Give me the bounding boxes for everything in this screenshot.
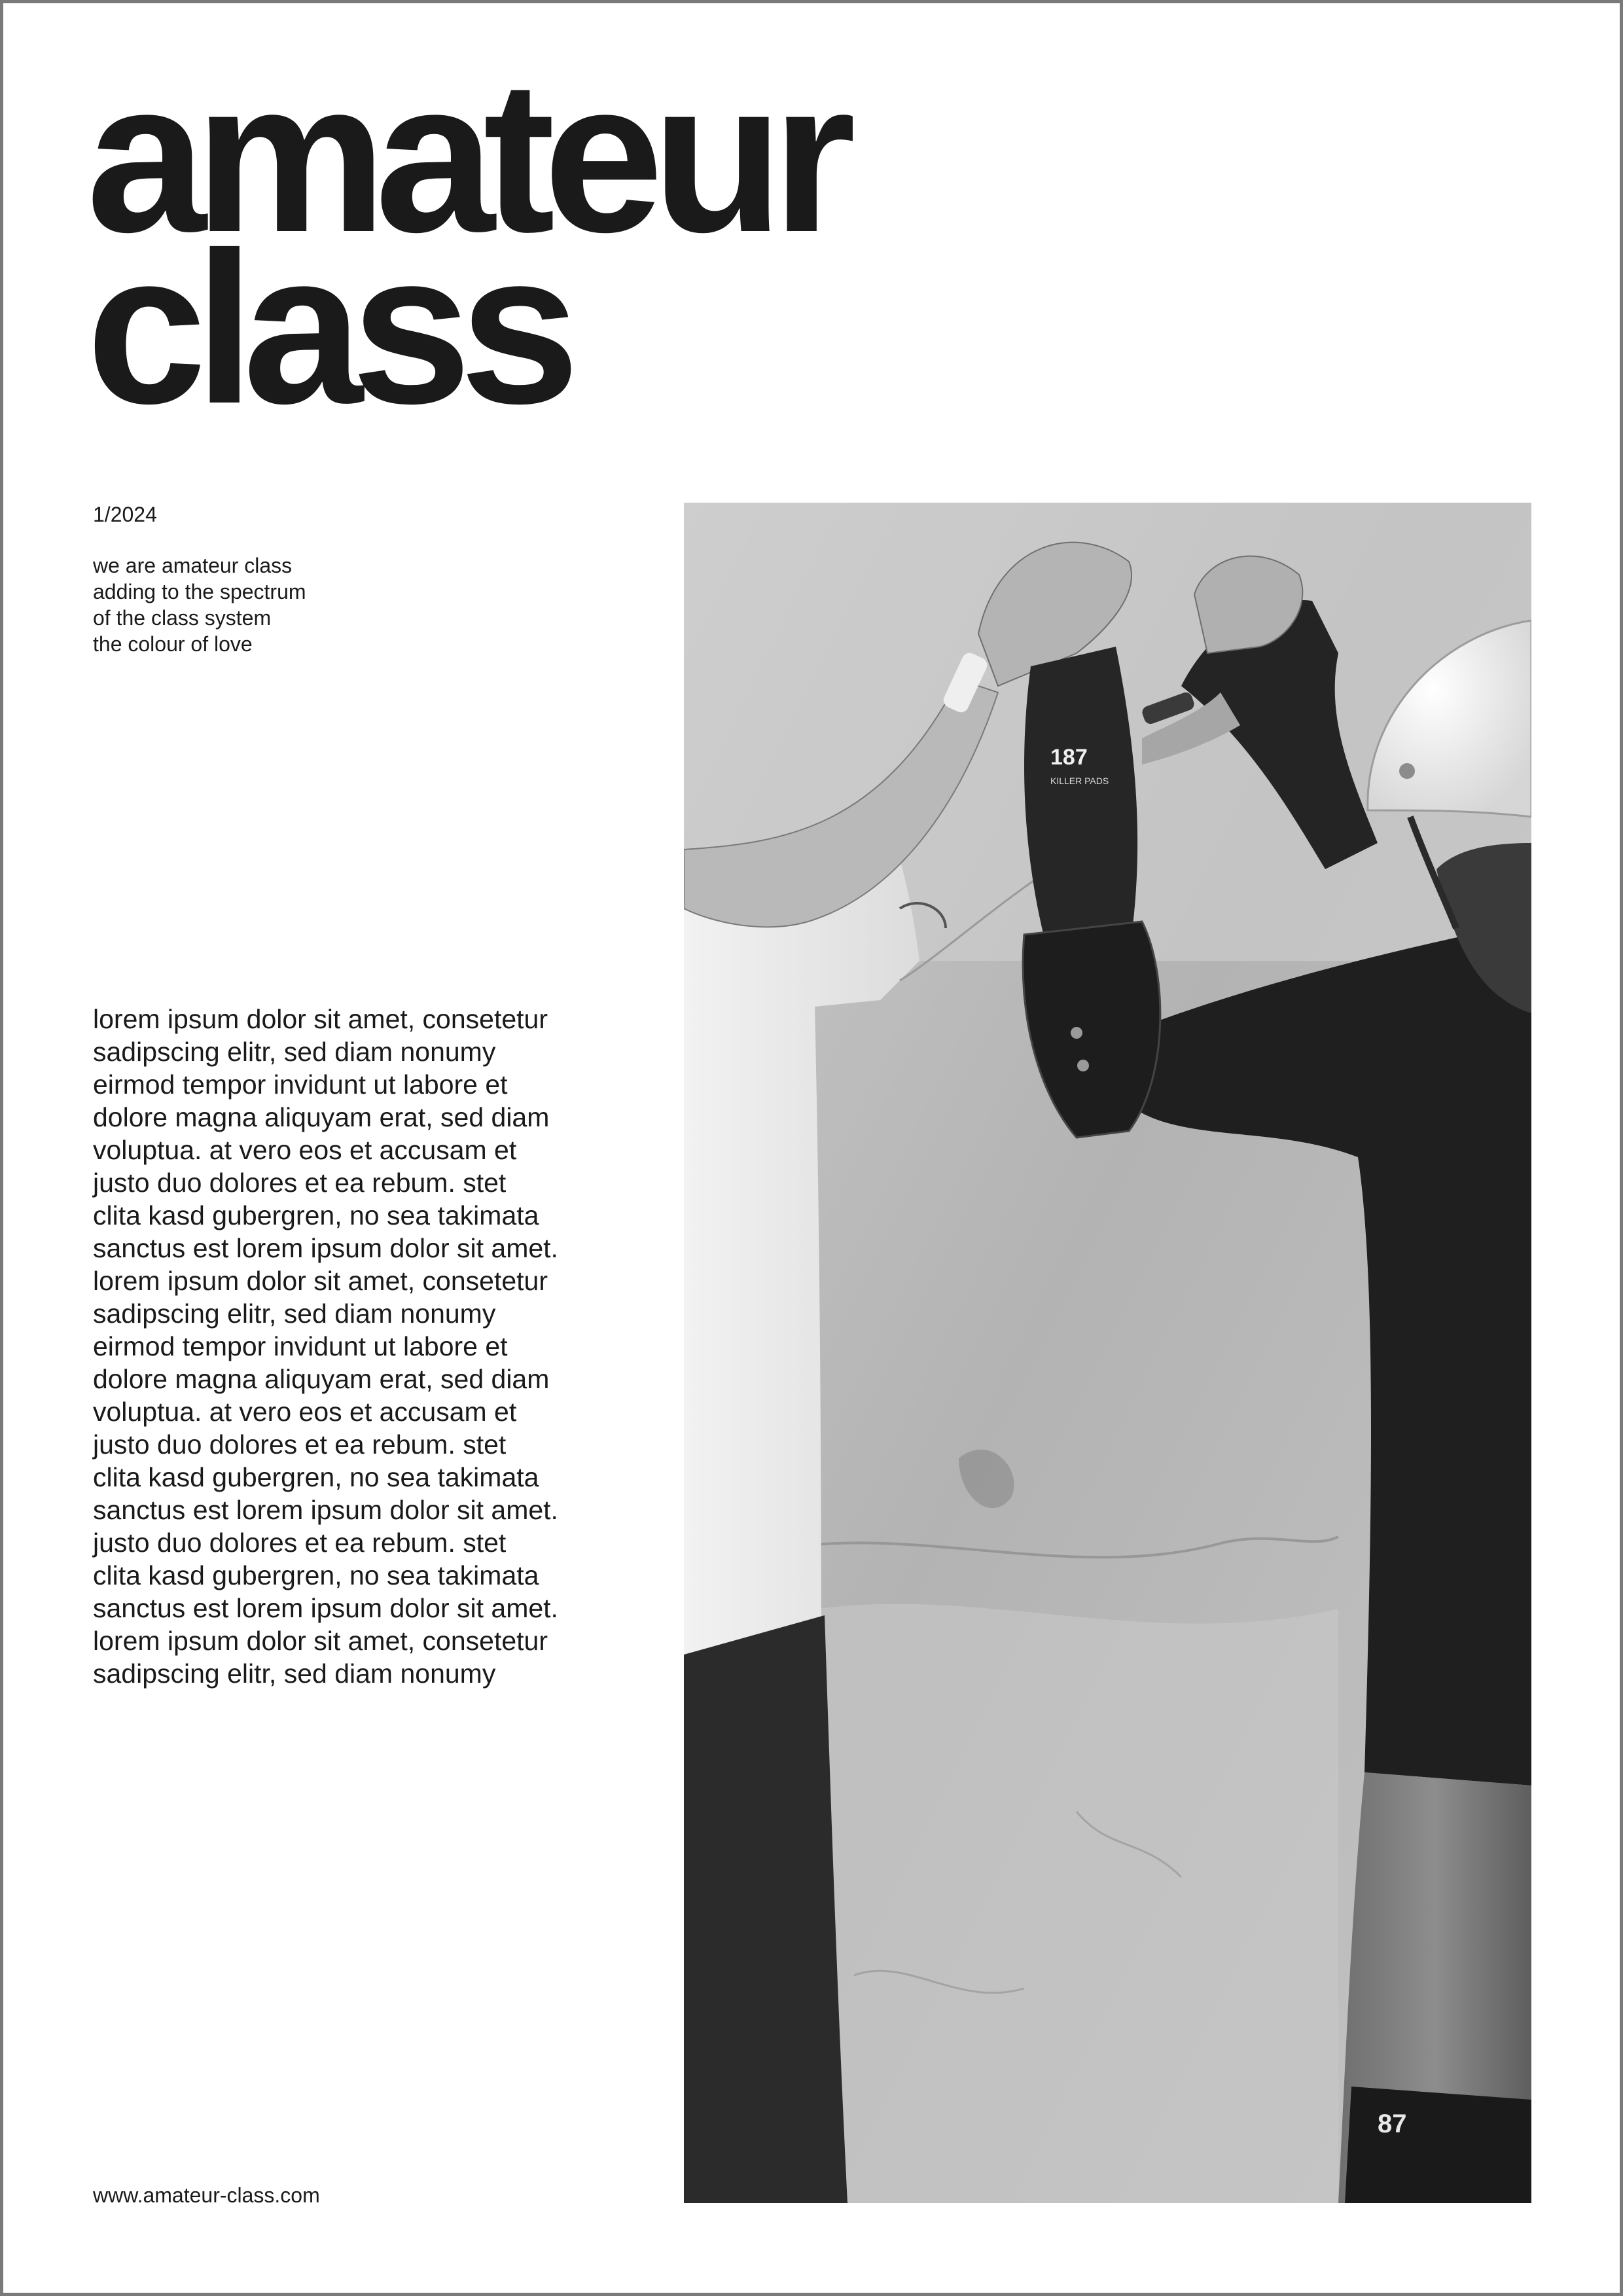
body-line: clita kasd gubergren, no sea takimata bbox=[93, 1560, 539, 1590]
knee-pad bbox=[1345, 2087, 1531, 2203]
body-line: sadipscing elitr, sed diam nonumy bbox=[93, 1299, 496, 1329]
body-line: voluptua. at vero eos et accusam et bbox=[93, 1397, 517, 1427]
body-line: eirmod tempor invidunt ut labore et bbox=[93, 1331, 508, 1361]
tagline-line: of the class system bbox=[93, 606, 272, 630]
body-line: voluptua. at vero eos et accusam et bbox=[93, 1135, 517, 1165]
tagline-line: we are amateur class bbox=[93, 554, 293, 577]
issue-number: 1/2024 bbox=[93, 503, 157, 526]
body-line: lorem ipsum dolor sit amet, consetetur bbox=[93, 1004, 548, 1034]
body-line: lorem ipsum dolor sit amet, consetetur bbox=[93, 1266, 548, 1296]
body-line: eirmod tempor invidunt ut labore et bbox=[93, 1069, 508, 1100]
wrist-guard-sublabel: KILLER PADS bbox=[1050, 776, 1109, 786]
tagline-line: the colour of love bbox=[93, 632, 253, 656]
title-line-2: class bbox=[86, 207, 568, 448]
body-line: sadipscing elitr, sed diam nonumy bbox=[93, 1659, 496, 1689]
wrist-guard-label: 187 bbox=[1050, 745, 1088, 770]
body-line: lorem ipsum dolor sit amet, consetetur bbox=[93, 1626, 548, 1656]
magazine-title bbox=[86, 35, 844, 448]
skaters-photo-illustration bbox=[684, 503, 1531, 2203]
body-line: justo duo dolores et ea rebum. stet bbox=[93, 1168, 507, 1198]
body-line: sanctus est lorem ipsum dolor sit amet. bbox=[93, 1233, 558, 1263]
body-line: sadipscing elitr, sed diam nonumy bbox=[93, 1037, 496, 1067]
footer-website-url: www.amateur-class.com bbox=[93, 2183, 320, 2207]
body-line: dolore magna aliquyam erat, sed diam bbox=[93, 1102, 550, 1132]
title-line-1: amateur bbox=[86, 35, 844, 277]
body-line: clita kasd gubergren, no sea takimata bbox=[93, 1462, 539, 1492]
body-line: sanctus est lorem ipsum dolor sit amet. bbox=[93, 1593, 558, 1623]
body-text bbox=[93, 1003, 630, 1690]
body-line: sanctus est lorem ipsum dolor sit amet. bbox=[93, 1495, 558, 1525]
body-line: dolore magna aliquyam erat, sed diam bbox=[93, 1364, 550, 1394]
tagline bbox=[93, 552, 306, 657]
tagline-line: adding to the spectrum bbox=[93, 580, 306, 603]
body-line: justo duo dolores et ea rebum. stet bbox=[93, 1429, 507, 1460]
dark-trousers bbox=[684, 1615, 847, 2203]
skaters-photo bbox=[684, 503, 1531, 2203]
body-line: justo duo dolores et ea rebum. stet bbox=[93, 1528, 507, 1558]
knee-pad-label: 87 bbox=[1378, 2109, 1407, 2138]
body-line: clita kasd gubergren, no sea takimata bbox=[93, 1200, 539, 1230]
wrist-guard-left bbox=[1024, 647, 1137, 961]
